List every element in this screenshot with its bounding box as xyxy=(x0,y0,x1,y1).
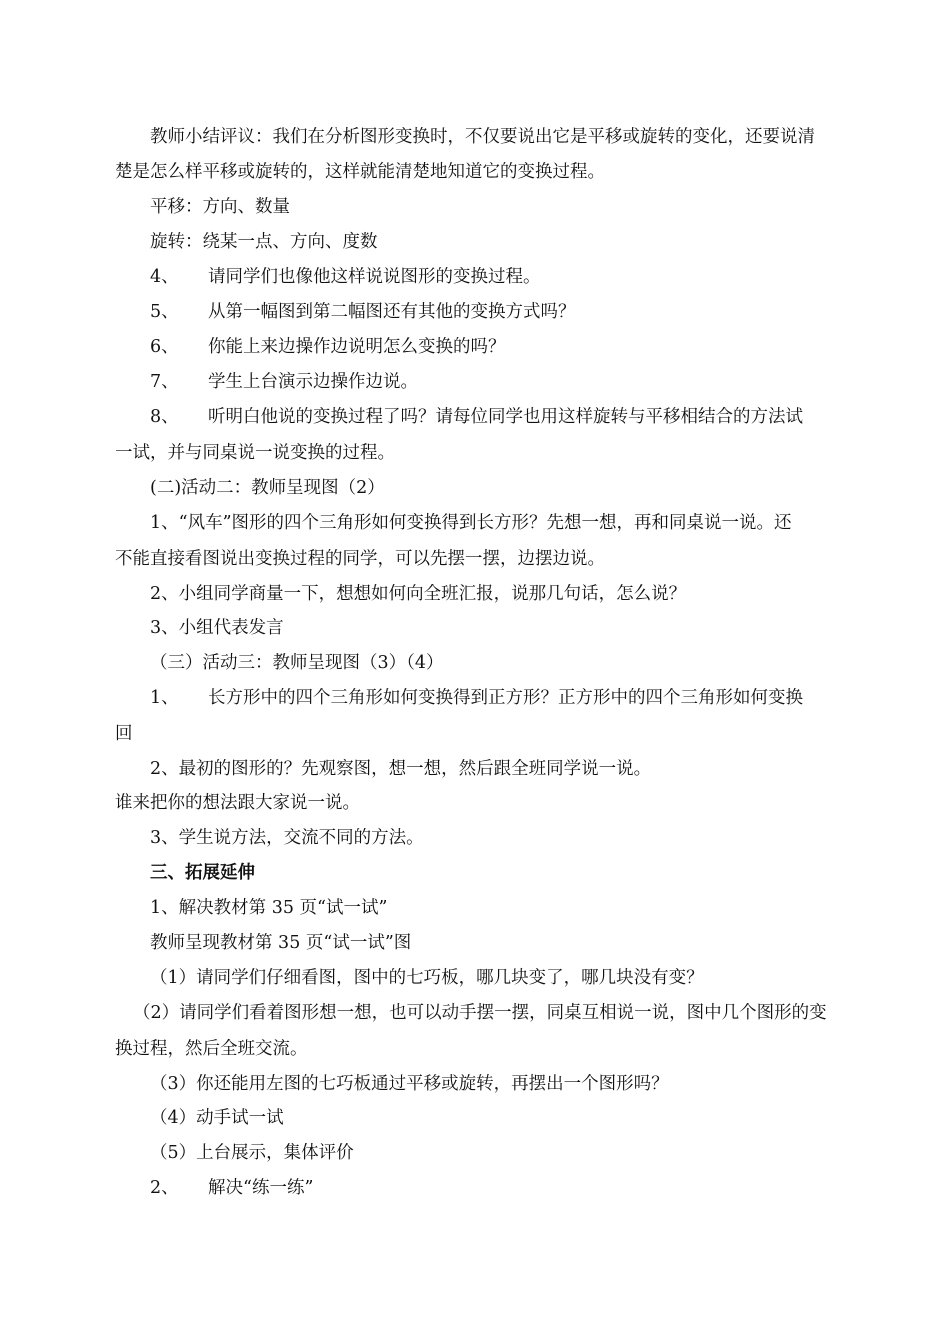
activity-3-item-2: 2、最初的图形的？先观察图，想一想，然后跟全班同学说一说。 xyxy=(150,759,652,779)
activity-3-item-3: 3、学生说方法，交流不同的方法。 xyxy=(150,828,424,848)
numbered-item-4 xyxy=(150,265,541,289)
question-3: （3）你还能用左图的七巧板通过平移或旋转，再摆出一个图形吗？ xyxy=(150,1074,669,1094)
activity-2-item-3: 3、小组代表发言 xyxy=(150,618,284,638)
item-number: 1、 xyxy=(150,688,179,708)
item-number: 7、 xyxy=(150,372,179,392)
activity-2-item-1-line-1: 1、“风车”图形的四个三角形如何变换得到长方形？先想一想，再和同桌说一说。还 xyxy=(150,513,792,533)
activity-2-heading: (二)活动二：教师呈现图（2） xyxy=(150,478,385,498)
question-1: （1）请同学们仔细看图，图中的七巧板，哪几块变了，哪几块没有变？ xyxy=(150,968,704,988)
question-2-line-2: 换过程，然后全班交流。 xyxy=(115,1039,308,1059)
item-text: 学生上台演示边操作边说。 xyxy=(208,372,418,392)
activity-2-item-2: 2、小组同学商量一下，想想如何向全班汇报，说那几句话，怎么说？ xyxy=(150,584,687,604)
item-text: 请同学们也像他这样说说图形的变换过程。 xyxy=(208,267,541,287)
item-text: 长方形中的四个三角形如何变换得到正方形？正方形中的四个三角形如何变换 xyxy=(208,688,803,708)
activity-2-item-1-line-2: 不能直接看图说出变换过程的同学，可以先摆一摆，边摆边说。 xyxy=(115,549,605,569)
item-number: 8、 xyxy=(150,407,179,427)
item-text: 从第一幅图到第二幅图还有其他的变换方式吗？ xyxy=(208,302,576,322)
numbered-item-8-continued: 一试，并与同桌说一说变换的过程。 xyxy=(115,443,395,463)
item-number: 5、 xyxy=(150,302,179,322)
item-text: 解决“练一练” xyxy=(208,1178,314,1198)
numbered-item-8 xyxy=(150,405,803,429)
item-number: 4、 xyxy=(150,267,179,287)
item-number: 6、 xyxy=(150,337,179,357)
activity-3-item-1-line-1 xyxy=(150,686,803,710)
question-2-line-1: （2）请同学们看着图形想一想，也可以动手摆一摆，同桌互相说一说，图中几个图形的变 xyxy=(133,1003,827,1023)
item-text: 听明白他说的变换过程了吗？请每位同学也用这样旋转与平移相结合的方法试 xyxy=(208,407,803,427)
activity-3-heading: （三）活动三：教师呈现图（3）（4） xyxy=(150,653,444,673)
numbered-item-7 xyxy=(150,370,418,394)
translation-note: 平移：方向、数量 xyxy=(150,197,290,217)
summary-line-2: 楚是怎么样平移或旋转的，这样就能清楚地知道它的变换过程。 xyxy=(115,162,605,182)
activity-3-item-1-line-2: 回 xyxy=(115,724,133,744)
numbered-item-5 xyxy=(150,300,576,324)
activity-3-item-2-note: 谁来把你的想法跟大家说一说。 xyxy=(115,793,360,813)
numbered-item-6 xyxy=(150,335,506,359)
item-number: 2、 xyxy=(150,1178,179,1198)
question-4: （4）动手试一试 xyxy=(150,1108,284,1128)
section-3-item-1: 1、解决教材第 35 页“试一试” xyxy=(150,898,388,918)
rotation-note: 旋转：绕某一点、方向、度数 xyxy=(150,232,378,252)
section-3-heading: 三、拓展延伸 xyxy=(150,863,255,883)
summary-line-1: 教师小结评议：我们在分析图形变换时，不仅要说出它是平移或旋转的变化，还要说清 xyxy=(150,127,815,147)
section-3-item-1-figure-note: 教师呈现教材第 35 页“试一试”图 xyxy=(150,933,412,953)
question-5: （5）上台展示，集体评价 xyxy=(150,1143,354,1163)
item-text: 你能上来边操作边说明怎么变换的吗？ xyxy=(208,337,506,357)
section-3-item-2 xyxy=(150,1176,313,1200)
